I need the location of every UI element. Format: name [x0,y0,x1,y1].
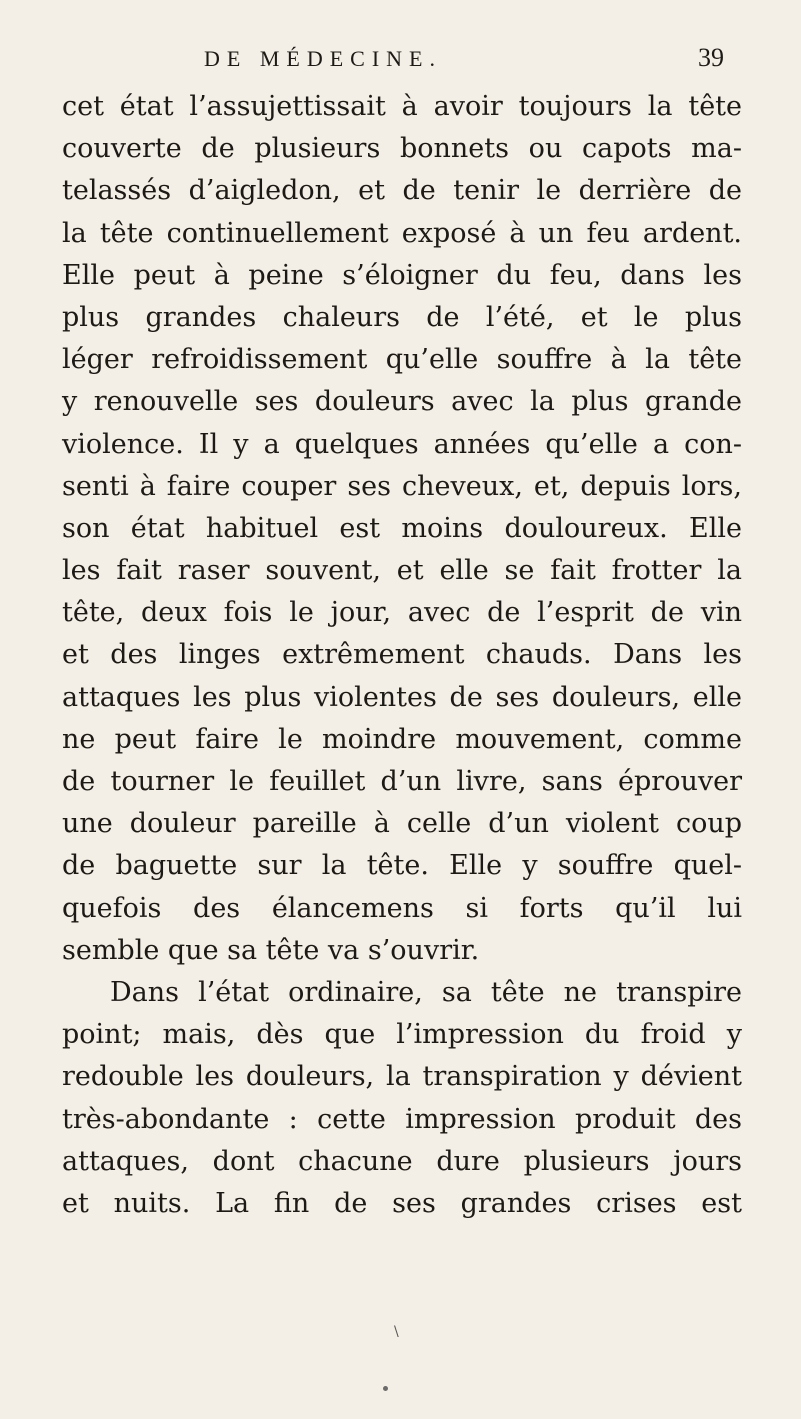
text-line: attaques les plus violentes de ses douleurs, elle [62,681,742,713]
text-line: léger refroidissement qu’elle souffre à la tête [62,344,742,376]
text-line: plus grandes chaleurs de l’été, et le plus [62,301,742,333]
text-line: son état habituel est moins douloureux. Elle [62,512,742,544]
text-line: violence. Il y a quelques années qu’elle a con- [62,428,742,460]
text-line: Elle peut à peine s’éloigner du feu, dans les [62,259,742,291]
page-header [204,43,724,76]
text-line: de baguette sur la tête. Elle y souffre quel- [62,850,742,882]
text-line: et nuits. La fin de ses grandes crises est [62,1187,742,1219]
text-line: redouble les douleurs, la transpiration y dévient [62,1061,742,1093]
paragraph-end-line: semble que sa tête va s’ouvrir. [62,934,480,966]
text-line: de tourner le feuillet d’un livre, sans éprouver [62,766,742,797]
text-line: point; mais, dès que l’impression du froid y [62,1019,742,1051]
text-line: quefois des élancemens si forts qu’il lui [62,892,742,924]
text-line: cet état l’assujettissait à avoir toujours la tête [62,91,742,122]
text-line: senti à faire couper ses cheveux, et, depuis lors, [62,470,742,502]
text-line: très-abondante : cette impression produit des [62,1103,742,1135]
text-line: tête, deux fois le jour, avec de l’esprit de vin [62,597,742,629]
running-head: DE MÉDECINE. [204,46,442,71]
text-line: y renouvelle ses douleurs avec la plus grande [62,386,742,418]
ink-speck [383,1386,388,1391]
footer-mark: \ [394,1324,399,1340]
text-line: attaques, dont chacune dure plusieurs jours [62,1145,742,1177]
paragraph-start-line: Dans l’état ordinaire, sa tête ne transpire [110,976,742,1008]
text-line: ne peut faire le moindre mouvement, comme [62,723,742,755]
text-line: et des linges extrêmement chauds. Dans les [62,639,742,671]
text-line: une douleur pareille à celle d’un violent coup [62,808,742,840]
text-line: telassés d’aigledon, et de tenir le derrière de [62,175,742,207]
text-line: les fait raser souvent, et elle se fait frotter la [62,555,742,587]
text-line: la tête continuellement exposé à un feu ardent. [62,217,742,249]
page-number: 39 [698,43,724,72]
text-line: couverte de plusieurs bonnets ou capots ma- [62,133,742,165]
body-text [62,86,742,1225]
